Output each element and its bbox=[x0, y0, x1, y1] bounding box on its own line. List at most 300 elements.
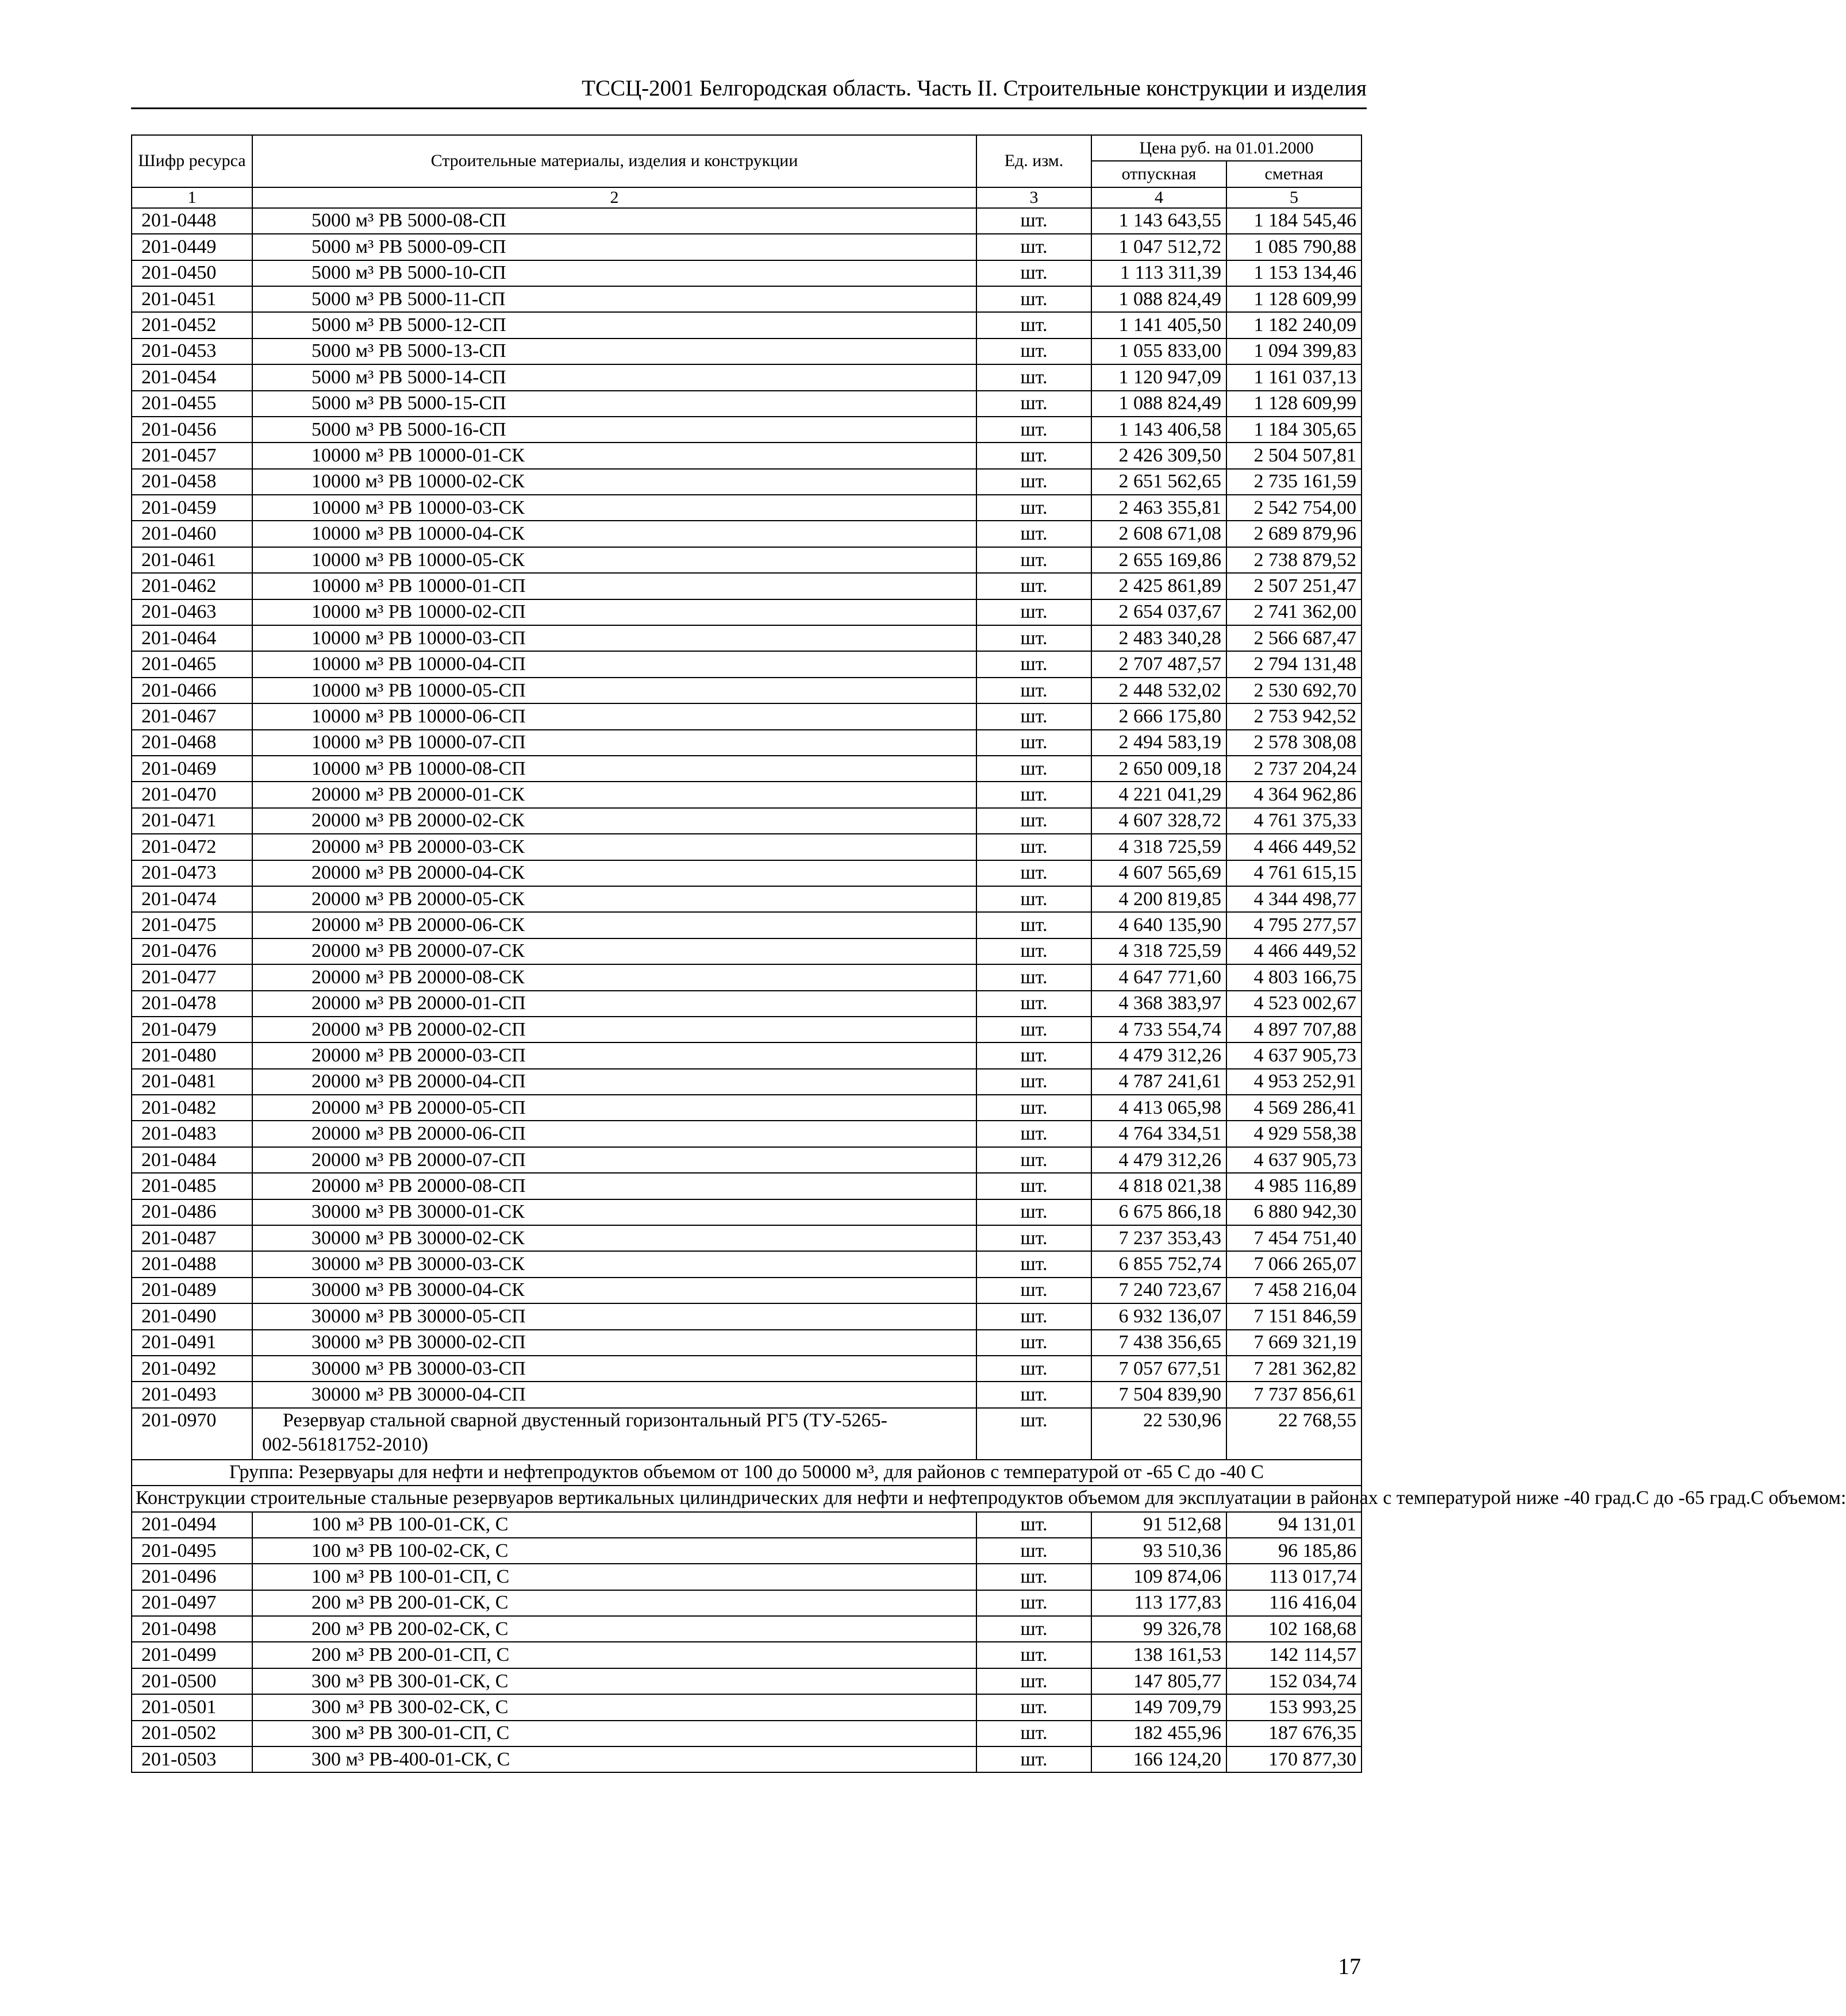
release-price: 7 240 723,67 bbox=[1091, 1278, 1226, 1303]
column-number: 1 bbox=[132, 187, 252, 208]
material-name: 30000 м³ РВ 30000-04-СК bbox=[252, 1278, 976, 1303]
resource-code: 201-0496 bbox=[132, 1564, 252, 1590]
column-number: 3 bbox=[976, 187, 1091, 208]
unit: шт. bbox=[976, 1042, 1091, 1068]
resource-code: 201-0488 bbox=[132, 1251, 252, 1277]
table-row bbox=[132, 730, 1362, 756]
material-name: 10000 м³ РВ 10000-04-СК bbox=[252, 521, 976, 547]
table-row bbox=[132, 1225, 1362, 1251]
resource-code: 201-0498 bbox=[132, 1616, 252, 1642]
resource-code: 201-0461 bbox=[132, 547, 252, 573]
unit: шт. bbox=[976, 1121, 1091, 1146]
resource-code: 201-0501 bbox=[132, 1694, 252, 1720]
release-price: 1 141 405,50 bbox=[1091, 312, 1226, 338]
estimate-price: 2 741 362,00 bbox=[1226, 599, 1362, 625]
release-price: 4 764 334,51 bbox=[1091, 1121, 1226, 1146]
table-row bbox=[132, 1251, 1362, 1277]
resource-code: 201-0502 bbox=[132, 1721, 252, 1746]
estimate-price: 22 768,55 bbox=[1226, 1408, 1362, 1460]
table-row bbox=[132, 1590, 1362, 1616]
release-price: 113 177,83 bbox=[1091, 1590, 1226, 1616]
estimate-price: 1 094 399,83 bbox=[1226, 338, 1362, 364]
material-name: 5000 м³ РВ 5000-16-СП bbox=[252, 417, 976, 443]
release-price: 6 675 866,18 bbox=[1091, 1199, 1226, 1225]
estimate-price: 4 523 002,67 bbox=[1226, 991, 1362, 1017]
group-title: Группа: Резервуары для нефти и нефтепродуктов объемом от 100 до 50000 м³, для районов с температурой от -65 С до -40 С bbox=[132, 1460, 1362, 1486]
unit: шт. bbox=[976, 1590, 1091, 1616]
estimate-price: 4 803 166,75 bbox=[1226, 964, 1362, 990]
unit: шт. bbox=[976, 703, 1091, 729]
resource-code: 201-0462 bbox=[132, 573, 252, 599]
header-unit: Ед. изм. bbox=[976, 135, 1091, 187]
unit: шт. bbox=[976, 599, 1091, 625]
material-name: 20000 м³ РВ 20000-04-СП bbox=[252, 1069, 976, 1095]
release-price: 138 161,53 bbox=[1091, 1642, 1226, 1668]
release-price: 4 318 725,59 bbox=[1091, 938, 1226, 964]
release-price: 182 455,96 bbox=[1091, 1721, 1226, 1746]
table-row bbox=[132, 260, 1362, 286]
unit: шт. bbox=[976, 1173, 1091, 1199]
material-name: 5000 м³ РВ 5000-11-СП bbox=[252, 286, 976, 312]
resource-code: 201-0471 bbox=[132, 808, 252, 834]
resource-code: 201-0453 bbox=[132, 338, 252, 364]
unit: шт. bbox=[976, 495, 1091, 521]
release-price: 4 607 328,72 bbox=[1091, 808, 1226, 834]
release-price: 2 650 009,18 bbox=[1091, 756, 1226, 782]
unit: шт. bbox=[976, 782, 1091, 807]
estimate-price: 2 504 507,81 bbox=[1226, 443, 1362, 468]
table-row bbox=[132, 495, 1362, 521]
material-name: 10000 м³ РВ 10000-02-СК bbox=[252, 469, 976, 495]
unit: шт. bbox=[976, 912, 1091, 938]
unit: шт. bbox=[976, 1408, 1091, 1460]
unit: шт. bbox=[976, 1564, 1091, 1590]
table-row bbox=[132, 1095, 1362, 1121]
resource-code: 201-0450 bbox=[132, 260, 252, 286]
table-row bbox=[132, 208, 1362, 234]
table-row bbox=[132, 964, 1362, 990]
material-name: 20000 м³ РВ 20000-07-СК bbox=[252, 938, 976, 964]
resource-code: 201-0466 bbox=[132, 678, 252, 703]
material-name: 30000 м³ РВ 30000-03-СП bbox=[252, 1356, 976, 1382]
release-price: 4 200 819,85 bbox=[1091, 886, 1226, 912]
material-name: 300 м³ РВ 300-01-СК, С bbox=[252, 1668, 976, 1694]
header-price: Цена руб. на 01.01.2000 bbox=[1091, 135, 1362, 161]
unit: шт. bbox=[976, 1746, 1091, 1772]
release-price: 2 483 340,28 bbox=[1091, 625, 1226, 651]
estimate-price: 1 182 240,09 bbox=[1226, 312, 1362, 338]
resource-code: 201-0480 bbox=[132, 1042, 252, 1068]
estimate-price: 170 877,30 bbox=[1226, 1746, 1362, 1772]
page-number: 17 bbox=[1338, 1953, 1361, 1979]
unit: шт. bbox=[976, 1095, 1091, 1121]
resource-code: 201-0457 bbox=[132, 443, 252, 468]
material-name: 300 м³ РВ 300-01-СП, С bbox=[252, 1721, 976, 1746]
estimate-price: 1 128 609,99 bbox=[1226, 286, 1362, 312]
unit: шт. bbox=[976, 1538, 1091, 1564]
table-row bbox=[132, 834, 1362, 860]
release-price: 2 654 037,67 bbox=[1091, 599, 1226, 625]
material-name: 10000 м³ РВ 10000-01-СП bbox=[252, 573, 976, 599]
material-name: 20000 м³ РВ 20000-01-СК bbox=[252, 782, 976, 807]
table-row bbox=[132, 1199, 1362, 1225]
release-price: 4 221 041,29 bbox=[1091, 782, 1226, 807]
release-price: 1 047 512,72 bbox=[1091, 234, 1226, 260]
release-price: 2 666 175,80 bbox=[1091, 703, 1226, 729]
table-body-special bbox=[132, 1408, 1846, 1512]
unit: шт. bbox=[976, 1616, 1091, 1642]
resource-code: 201-0491 bbox=[132, 1330, 252, 1356]
resource-code: 201-0472 bbox=[132, 834, 252, 860]
release-price: 147 805,77 bbox=[1091, 1668, 1226, 1694]
table-row bbox=[132, 991, 1362, 1017]
release-price: 1 113 311,39 bbox=[1091, 260, 1226, 286]
unit: шт. bbox=[976, 964, 1091, 990]
estimate-price: 1 161 037,13 bbox=[1226, 364, 1362, 390]
estimate-price: 113 017,74 bbox=[1226, 1564, 1362, 1590]
unit: шт. bbox=[976, 678, 1091, 703]
unit: шт. bbox=[976, 547, 1091, 573]
unit: шт. bbox=[976, 886, 1091, 912]
header-title: ТССЦ-2001 Белгородская область. Часть II. Строительные конструкции и изделия bbox=[582, 76, 1367, 101]
table-row bbox=[132, 1694, 1362, 1720]
table-row bbox=[132, 1147, 1362, 1173]
material-name: 20000 м³ РВ 20000-03-СК bbox=[252, 834, 976, 860]
table-row bbox=[132, 443, 1362, 468]
table-row bbox=[132, 912, 1362, 938]
release-price: 149 709,79 bbox=[1091, 1694, 1226, 1720]
table-row bbox=[132, 417, 1362, 443]
release-price: 2 425 861,89 bbox=[1091, 573, 1226, 599]
group-description: Конструкции строительные стальные резервуаров вертикальных цилиндрических для нефти и нефтепродуктов объемом для эксплуатации в районах с температурой ниже -40 град.С до -65 град.С объемом: bbox=[132, 1486, 1362, 1511]
estimate-price: 4 761 615,15 bbox=[1226, 860, 1362, 886]
material-name: 10000 м³ РВ 10000-05-СК bbox=[252, 547, 976, 573]
estimate-price: 94 131,01 bbox=[1226, 1512, 1362, 1538]
estimate-price: 7 458 216,04 bbox=[1226, 1278, 1362, 1303]
release-price: 7 237 353,43 bbox=[1091, 1225, 1226, 1251]
estimate-price: 1 184 305,65 bbox=[1226, 417, 1362, 443]
table-row bbox=[132, 234, 1362, 260]
estimate-price: 7 737 856,61 bbox=[1226, 1382, 1362, 1407]
running-header bbox=[131, 72, 1367, 109]
material-name: 100 м³ РВ 100-01-СП, С bbox=[252, 1564, 976, 1590]
estimate-price: 1 184 545,46 bbox=[1226, 208, 1362, 234]
header-name: Строительные материалы, изделия и конструкции bbox=[252, 135, 976, 187]
table-row bbox=[132, 678, 1362, 703]
material-name: 200 м³ РВ 200-01-СП, С bbox=[252, 1642, 976, 1668]
release-price: 2 494 583,19 bbox=[1091, 730, 1226, 756]
material-name: 5000 м³ РВ 5000-12-СП bbox=[252, 312, 976, 338]
table-row bbox=[132, 1330, 1362, 1356]
unit: шт. bbox=[976, 1303, 1091, 1329]
material-name: 30000 м³ РВ 30000-04-СП bbox=[252, 1382, 976, 1407]
release-price: 1 120 947,09 bbox=[1091, 364, 1226, 390]
estimate-price: 7 281 362,82 bbox=[1226, 1356, 1362, 1382]
material-name: 5000 м³ РВ 5000-15-СП bbox=[252, 391, 976, 417]
column-number: 4 bbox=[1091, 187, 1226, 208]
resource-code: 201-0481 bbox=[132, 1069, 252, 1095]
table-body-cold-tanks bbox=[132, 1512, 1362, 1773]
unit: шт. bbox=[976, 938, 1091, 964]
release-price: 1 143 643,55 bbox=[1091, 208, 1226, 234]
table-row bbox=[132, 1668, 1362, 1694]
resource-code: 201-0477 bbox=[132, 964, 252, 990]
estimate-price: 4 985 116,89 bbox=[1226, 1173, 1362, 1199]
material-name: 30000 м³ РВ 30000-01-СК bbox=[252, 1199, 976, 1225]
table-row bbox=[132, 886, 1362, 912]
table-row bbox=[132, 1382, 1362, 1407]
unit: шт. bbox=[976, 1147, 1091, 1173]
resource-code: 201-0494 bbox=[132, 1512, 252, 1538]
resource-code: 201-0489 bbox=[132, 1278, 252, 1303]
unit: шт. bbox=[976, 338, 1091, 364]
unit: шт. bbox=[976, 521, 1091, 547]
unit: шт. bbox=[976, 573, 1091, 599]
header-estimate-price: сметная bbox=[1226, 161, 1362, 187]
material-name: 20000 м³ РВ 20000-02-СП bbox=[252, 1017, 976, 1042]
table-row bbox=[132, 1512, 1362, 1538]
estimate-price: 2 530 692,70 bbox=[1226, 678, 1362, 703]
estimate-price: 4 897 707,88 bbox=[1226, 1017, 1362, 1042]
unit: шт. bbox=[976, 730, 1091, 756]
release-price: 91 512,68 bbox=[1091, 1512, 1226, 1538]
estimate-price: 4 637 905,73 bbox=[1226, 1042, 1362, 1068]
estimate-price: 187 676,35 bbox=[1226, 1721, 1362, 1746]
release-price: 4 640 135,90 bbox=[1091, 912, 1226, 938]
resource-code: 201-0463 bbox=[132, 599, 252, 625]
resource-code: 201-0483 bbox=[132, 1121, 252, 1146]
material-name: 10000 м³ РВ 10000-01-СК bbox=[252, 443, 976, 468]
resource-code: 201-0449 bbox=[132, 234, 252, 260]
estimate-price: 2 578 308,08 bbox=[1226, 730, 1362, 756]
resource-code: 201-0492 bbox=[132, 1356, 252, 1382]
unit: шт. bbox=[976, 1694, 1091, 1720]
release-price: 2 463 355,81 bbox=[1091, 495, 1226, 521]
unit: шт. bbox=[976, 391, 1091, 417]
estimate-price: 116 416,04 bbox=[1226, 1590, 1362, 1616]
resource-code: 201-0455 bbox=[132, 391, 252, 417]
release-price: 166 124,20 bbox=[1091, 1746, 1226, 1772]
price-table bbox=[131, 134, 1846, 1773]
material-name: 10000 м³ РВ 10000-05-СП bbox=[252, 678, 976, 703]
table-row bbox=[132, 1564, 1362, 1590]
unit: шт. bbox=[976, 286, 1091, 312]
unit: шт. bbox=[976, 1278, 1091, 1303]
table-row bbox=[132, 521, 1362, 547]
estimate-price: 4 761 375,33 bbox=[1226, 808, 1362, 834]
estimate-price: 1 153 134,46 bbox=[1226, 260, 1362, 286]
unit: шт. bbox=[976, 364, 1091, 390]
table-row bbox=[132, 286, 1362, 312]
release-price: 4 818 021,38 bbox=[1091, 1173, 1226, 1199]
table-row bbox=[132, 860, 1362, 886]
estimate-price: 4 929 558,38 bbox=[1226, 1121, 1362, 1146]
resource-code: 201-0465 bbox=[132, 651, 252, 677]
resource-code: 201-0970 bbox=[132, 1408, 252, 1460]
estimate-price: 4 344 498,77 bbox=[1226, 886, 1362, 912]
material-name: 20000 м³ РВ 20000-01-СП bbox=[252, 991, 976, 1017]
unit: шт. bbox=[976, 1199, 1091, 1225]
unit: шт. bbox=[976, 1069, 1091, 1095]
table-row bbox=[132, 1121, 1362, 1146]
table-row bbox=[132, 1616, 1362, 1642]
estimate-price: 1 128 609,99 bbox=[1226, 391, 1362, 417]
table-row bbox=[132, 1356, 1362, 1382]
estimate-price: 4 364 962,86 bbox=[1226, 782, 1362, 807]
material-name: 20000 м³ РВ 20000-04-СК bbox=[252, 860, 976, 886]
table-row bbox=[132, 782, 1362, 807]
estimate-price: 152 034,74 bbox=[1226, 1668, 1362, 1694]
description-row bbox=[132, 1486, 1362, 1511]
resource-code: 201-0485 bbox=[132, 1173, 252, 1199]
material-name: 30000 м³ РВ 30000-05-СП bbox=[252, 1303, 976, 1329]
material-name: 20000 м³ РВ 20000-06-СК bbox=[252, 912, 976, 938]
release-price: 4 607 565,69 bbox=[1091, 860, 1226, 886]
estimate-price: 153 993,25 bbox=[1226, 1694, 1362, 1720]
release-price: 2 655 169,86 bbox=[1091, 547, 1226, 573]
table-row bbox=[132, 1746, 1362, 1772]
resource-code: 201-0486 bbox=[132, 1199, 252, 1225]
unit: шт. bbox=[976, 860, 1091, 886]
table-row bbox=[132, 1069, 1362, 1095]
unit: шт. bbox=[976, 1017, 1091, 1042]
release-price: 109 874,06 bbox=[1091, 1564, 1226, 1590]
release-price: 99 326,78 bbox=[1091, 1616, 1226, 1642]
release-price: 2 651 562,65 bbox=[1091, 469, 1226, 495]
estimate-price: 7 454 751,40 bbox=[1226, 1225, 1362, 1251]
estimate-price: 2 566 687,47 bbox=[1226, 625, 1362, 651]
material-name: 20000 м³ РВ 20000-03-СП bbox=[252, 1042, 976, 1068]
unit: шт. bbox=[976, 756, 1091, 782]
release-price: 1 088 824,49 bbox=[1091, 391, 1226, 417]
release-price: 4 479 312,26 bbox=[1091, 1147, 1226, 1173]
table-row bbox=[132, 338, 1362, 364]
release-price: 1 055 833,00 bbox=[1091, 338, 1226, 364]
resource-code: 201-0487 bbox=[132, 1225, 252, 1251]
material-name: 200 м³ РВ 200-01-СК, С bbox=[252, 1590, 976, 1616]
header-code: Шифр ресурса bbox=[132, 135, 252, 187]
estimate-price: 2 737 204,24 bbox=[1226, 756, 1362, 782]
material-name: 20000 м³ РВ 20000-08-СК bbox=[252, 964, 976, 990]
release-price: 7 057 677,51 bbox=[1091, 1356, 1226, 1382]
resource-code: 201-0476 bbox=[132, 938, 252, 964]
release-price: 4 413 065,98 bbox=[1091, 1095, 1226, 1121]
estimate-price: 4 569 286,41 bbox=[1226, 1095, 1362, 1121]
resource-code: 201-0469 bbox=[132, 756, 252, 782]
table-body-steel-tanks bbox=[132, 208, 1362, 1408]
estimate-price: 2 542 754,00 bbox=[1226, 495, 1362, 521]
estimate-price: 2 689 879,96 bbox=[1226, 521, 1362, 547]
unit: шт. bbox=[976, 1356, 1091, 1382]
resource-code: 201-0499 bbox=[132, 1642, 252, 1668]
estimate-price: 4 637 905,73 bbox=[1226, 1147, 1362, 1173]
material-name: 5000 м³ РВ 5000-08-СП bbox=[252, 208, 976, 234]
column-number: 2 bbox=[252, 187, 976, 208]
table-row bbox=[132, 1538, 1362, 1564]
header-release-price: отпускная bbox=[1091, 161, 1226, 187]
unit: шт. bbox=[976, 1512, 1091, 1538]
resource-code: 201-0484 bbox=[132, 1147, 252, 1173]
table-row bbox=[132, 1042, 1362, 1068]
resource-code: 201-0478 bbox=[132, 991, 252, 1017]
unit: шт. bbox=[976, 1330, 1091, 1356]
material-name: 10000 м³ РВ 10000-08-СП bbox=[252, 756, 976, 782]
table-row bbox=[132, 599, 1362, 625]
release-price: 22 530,96 bbox=[1091, 1408, 1226, 1460]
table-row bbox=[132, 756, 1362, 782]
material-name-line2: 002-56181752-2010) bbox=[262, 1433, 428, 1455]
table-row bbox=[132, 1017, 1362, 1042]
table-row bbox=[132, 1173, 1362, 1199]
estimate-price: 4 466 449,52 bbox=[1226, 938, 1362, 964]
table-row bbox=[132, 1303, 1362, 1329]
material-name: 5000 м³ РВ 5000-09-СП bbox=[252, 234, 976, 260]
table-row bbox=[132, 469, 1362, 495]
unit: шт. bbox=[976, 469, 1091, 495]
unit: шт. bbox=[976, 208, 1091, 234]
estimate-price: 4 466 449,52 bbox=[1226, 834, 1362, 860]
material-name: 20000 м³ РВ 20000-02-СК bbox=[252, 808, 976, 834]
estimate-price: 4 795 277,57 bbox=[1226, 912, 1362, 938]
unit: шт. bbox=[976, 417, 1091, 443]
resource-code: 201-0456 bbox=[132, 417, 252, 443]
resource-code: 201-0500 bbox=[132, 1668, 252, 1694]
resource-code: 201-0451 bbox=[132, 286, 252, 312]
unit: шт. bbox=[976, 651, 1091, 677]
estimate-price: 1 085 790,88 bbox=[1226, 234, 1362, 260]
estimate-price: 142 114,57 bbox=[1226, 1642, 1362, 1668]
release-price: 4 318 725,59 bbox=[1091, 834, 1226, 860]
estimate-price: 2 738 879,52 bbox=[1226, 547, 1362, 573]
table-row bbox=[132, 625, 1362, 651]
unit: шт. bbox=[976, 625, 1091, 651]
resource-code: 201-0454 bbox=[132, 364, 252, 390]
estimate-price: 96 185,86 bbox=[1226, 1538, 1362, 1564]
material-name: 300 м³ РВ 300-02-СК, С bbox=[252, 1694, 976, 1720]
material-name: 20000 м³ РВ 20000-07-СП bbox=[252, 1147, 976, 1173]
unit: шт. bbox=[976, 1382, 1091, 1407]
material-name: 30000 м³ РВ 30000-02-СП bbox=[252, 1330, 976, 1356]
estimate-price: 7 151 846,59 bbox=[1226, 1303, 1362, 1329]
release-price: 2 608 671,08 bbox=[1091, 521, 1226, 547]
table-row bbox=[132, 1408, 1362, 1460]
resource-code: 201-0448 bbox=[132, 208, 252, 234]
unit: шт. bbox=[976, 808, 1091, 834]
estimate-price: 102 168,68 bbox=[1226, 1616, 1362, 1642]
material-name: 5000 м³ РВ 5000-10-СП bbox=[252, 260, 976, 286]
table-row bbox=[132, 573, 1362, 599]
release-price: 1 088 824,49 bbox=[1091, 286, 1226, 312]
resource-code: 201-0473 bbox=[132, 860, 252, 886]
table-row bbox=[132, 938, 1362, 964]
release-price: 4 479 312,26 bbox=[1091, 1042, 1226, 1068]
resource-code: 201-0470 bbox=[132, 782, 252, 807]
material-name: 200 м³ РВ 200-02-СК, С bbox=[252, 1616, 976, 1642]
material-name: 20000 м³ РВ 20000-08-СП bbox=[252, 1173, 976, 1199]
resource-code: 201-0475 bbox=[132, 912, 252, 938]
material-name: 20000 м³ РВ 20000-06-СП bbox=[252, 1121, 976, 1146]
estimate-price: 2 753 942,52 bbox=[1226, 703, 1362, 729]
resource-code: 201-0482 bbox=[132, 1095, 252, 1121]
release-price: 2 426 309,50 bbox=[1091, 443, 1226, 468]
release-price: 2 707 487,57 bbox=[1091, 651, 1226, 677]
unit: шт. bbox=[976, 1721, 1091, 1746]
material-name: 20000 м³ РВ 20000-05-СК bbox=[252, 886, 976, 912]
release-price: 6 932 136,07 bbox=[1091, 1303, 1226, 1329]
release-price: 4 368 383,97 bbox=[1091, 991, 1226, 1017]
material-name: 300 м³ РВ-400-01-СК, С bbox=[252, 1746, 976, 1772]
resource-code: 201-0490 bbox=[132, 1303, 252, 1329]
